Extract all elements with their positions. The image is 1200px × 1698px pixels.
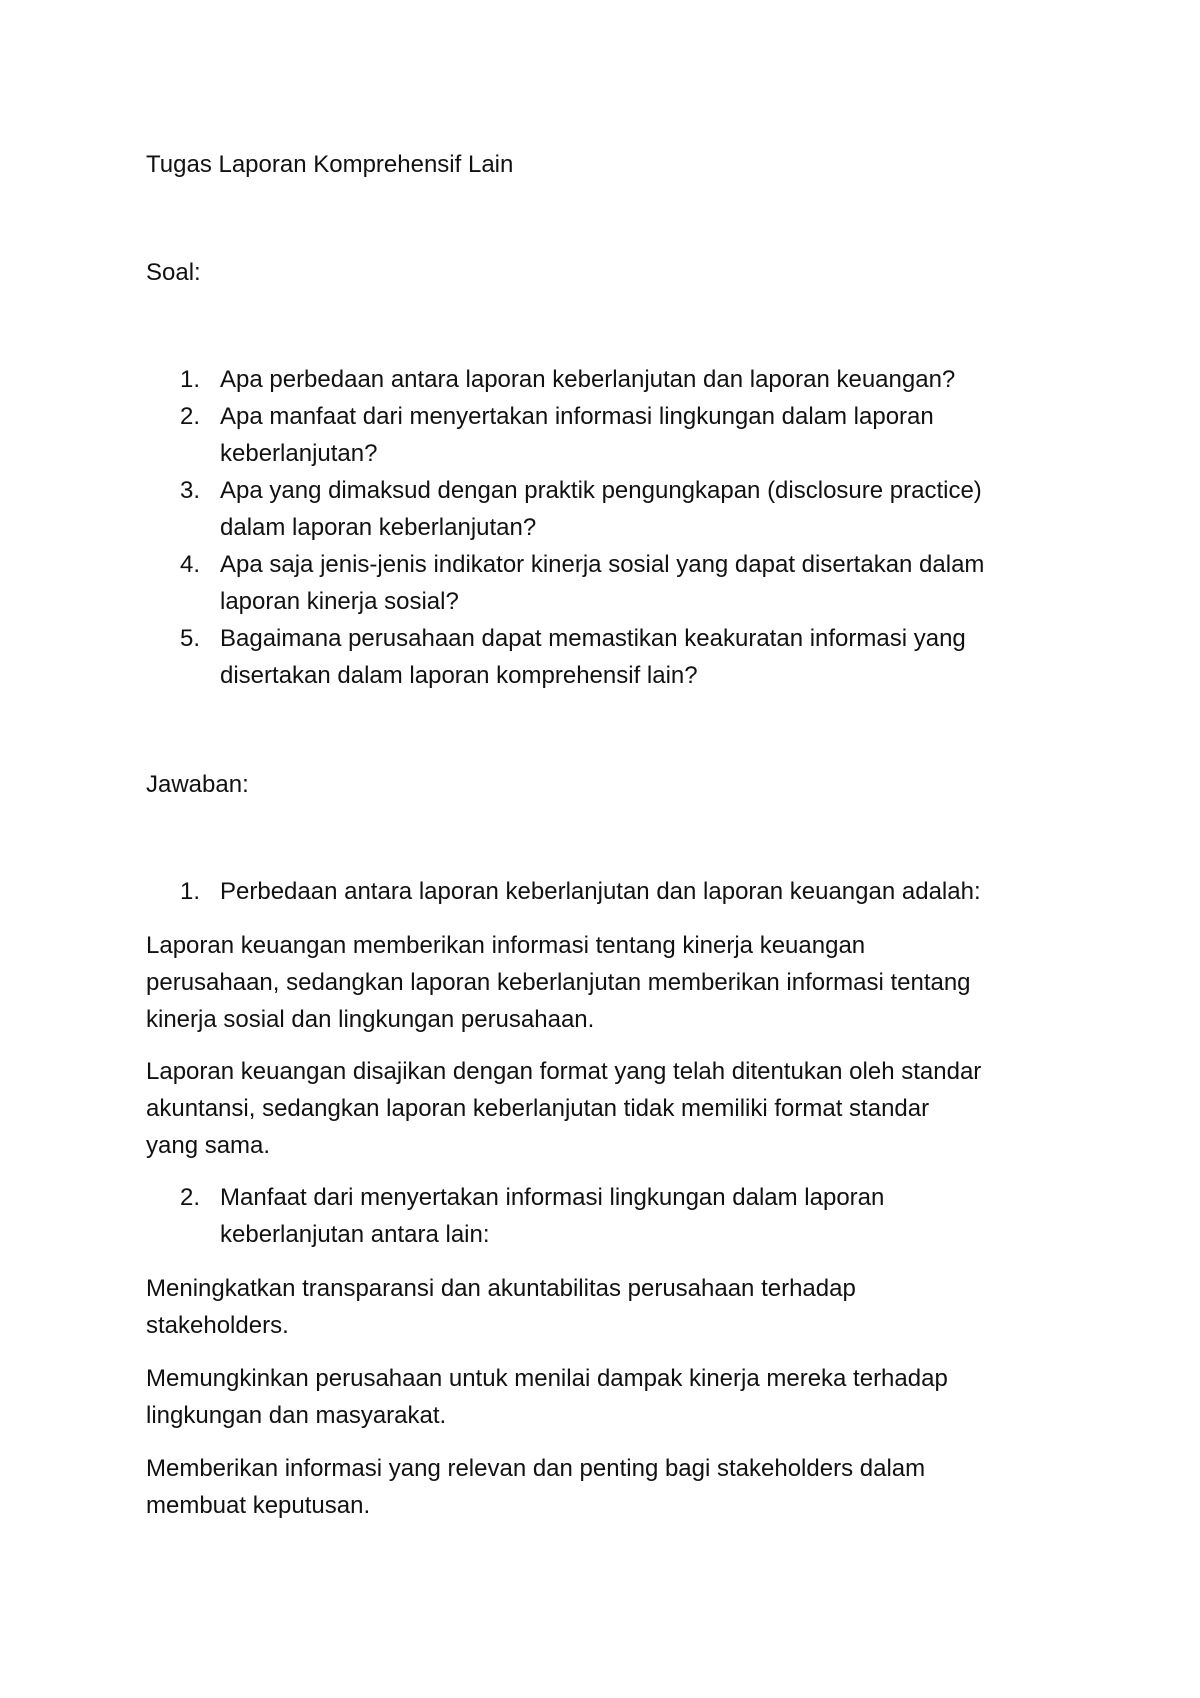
- question-text: laporan kinerja sosial?: [220, 588, 459, 615]
- answer-paragraph: [146, 1450, 1076, 1524]
- soal-heading: Soal:: [146, 259, 201, 286]
- question-text: Apa saja jenis-jenis indikator kinerja sosial yang dapat disertakan dalam: [220, 551, 985, 578]
- paragraph-line: Memungkinkan perusahaan untuk menilai dampak kinerja mereka terhadap: [146, 1365, 948, 1392]
- answer-paragraph: [146, 1053, 1076, 1164]
- question-text: Bagaimana perusahaan dapat memastikan keakuratan informasi yang: [220, 625, 966, 652]
- question-number: 4.: [180, 551, 201, 578]
- document-title: Tugas Laporan Komprehensif Lain: [146, 151, 514, 178]
- answer-paragraph: [146, 1360, 1076, 1434]
- paragraph-line: Meningkatkan transparansi dan akuntabilitas perusahaan terhadap: [146, 1275, 856, 1302]
- paragraph-line: Laporan keuangan memberikan informasi tentang kinerja keuangan: [146, 932, 866, 959]
- question-number: 3.: [180, 477, 201, 504]
- question-text: Apa perbedaan antara laporan keberlanjutan dan laporan keuangan?: [220, 366, 956, 393]
- question-number: 2.: [180, 403, 201, 430]
- question-number: 1.: [180, 366, 201, 393]
- paragraph-line: perusahaan, sedangkan laporan keberlanjutan memberikan informasi tentang: [146, 969, 971, 996]
- paragraph-line: stakeholders.: [146, 1312, 289, 1339]
- question-text: Apa manfaat dari menyertakan informasi lingkungan dalam laporan: [220, 403, 934, 430]
- answer-paragraph: [146, 927, 1076, 1038]
- answer-text: keberlanjutan antara lain:: [220, 1221, 490, 1248]
- paragraph-line: lingkungan dan masyarakat.: [146, 1402, 447, 1429]
- question-text: Apa yang dimaksud dengan praktik pengungkapan (disclosure practice): [220, 477, 982, 504]
- paragraph-line: kinerja sosial dan lingkungan perusahaan.: [146, 1006, 595, 1033]
- question-text: keberlanjutan?: [220, 440, 378, 467]
- paragraph-line: akuntansi, sedangkan laporan keberlanjutan tidak memiliki format standar: [146, 1095, 930, 1122]
- jawaban-heading: Jawaban:: [146, 771, 249, 798]
- answer-number: 1.: [180, 878, 201, 905]
- paragraph-line: membuat keputusan.: [146, 1492, 371, 1519]
- question-number: 5.: [180, 625, 201, 652]
- answer-text: Perbedaan antara laporan keberlanjutan dan laporan keuangan adalah:: [220, 878, 981, 905]
- question-text: dalam laporan keberlanjutan?: [220, 514, 537, 541]
- answer-number: 2.: [180, 1184, 201, 1211]
- paragraph-line: yang sama.: [146, 1132, 271, 1159]
- question-text: disertakan dalam laporan komprehensif lain?: [220, 662, 698, 689]
- paragraph-line: Memberikan informasi yang relevan dan penting bagi stakeholders dalam: [146, 1455, 926, 1482]
- answer-paragraph: [146, 1270, 1076, 1344]
- answer-text: Manfaat dari menyertakan informasi lingkungan dalam laporan: [220, 1184, 885, 1211]
- paragraph-line: Laporan keuangan disajikan dengan format yang telah ditentukan oleh standar: [146, 1058, 982, 1085]
